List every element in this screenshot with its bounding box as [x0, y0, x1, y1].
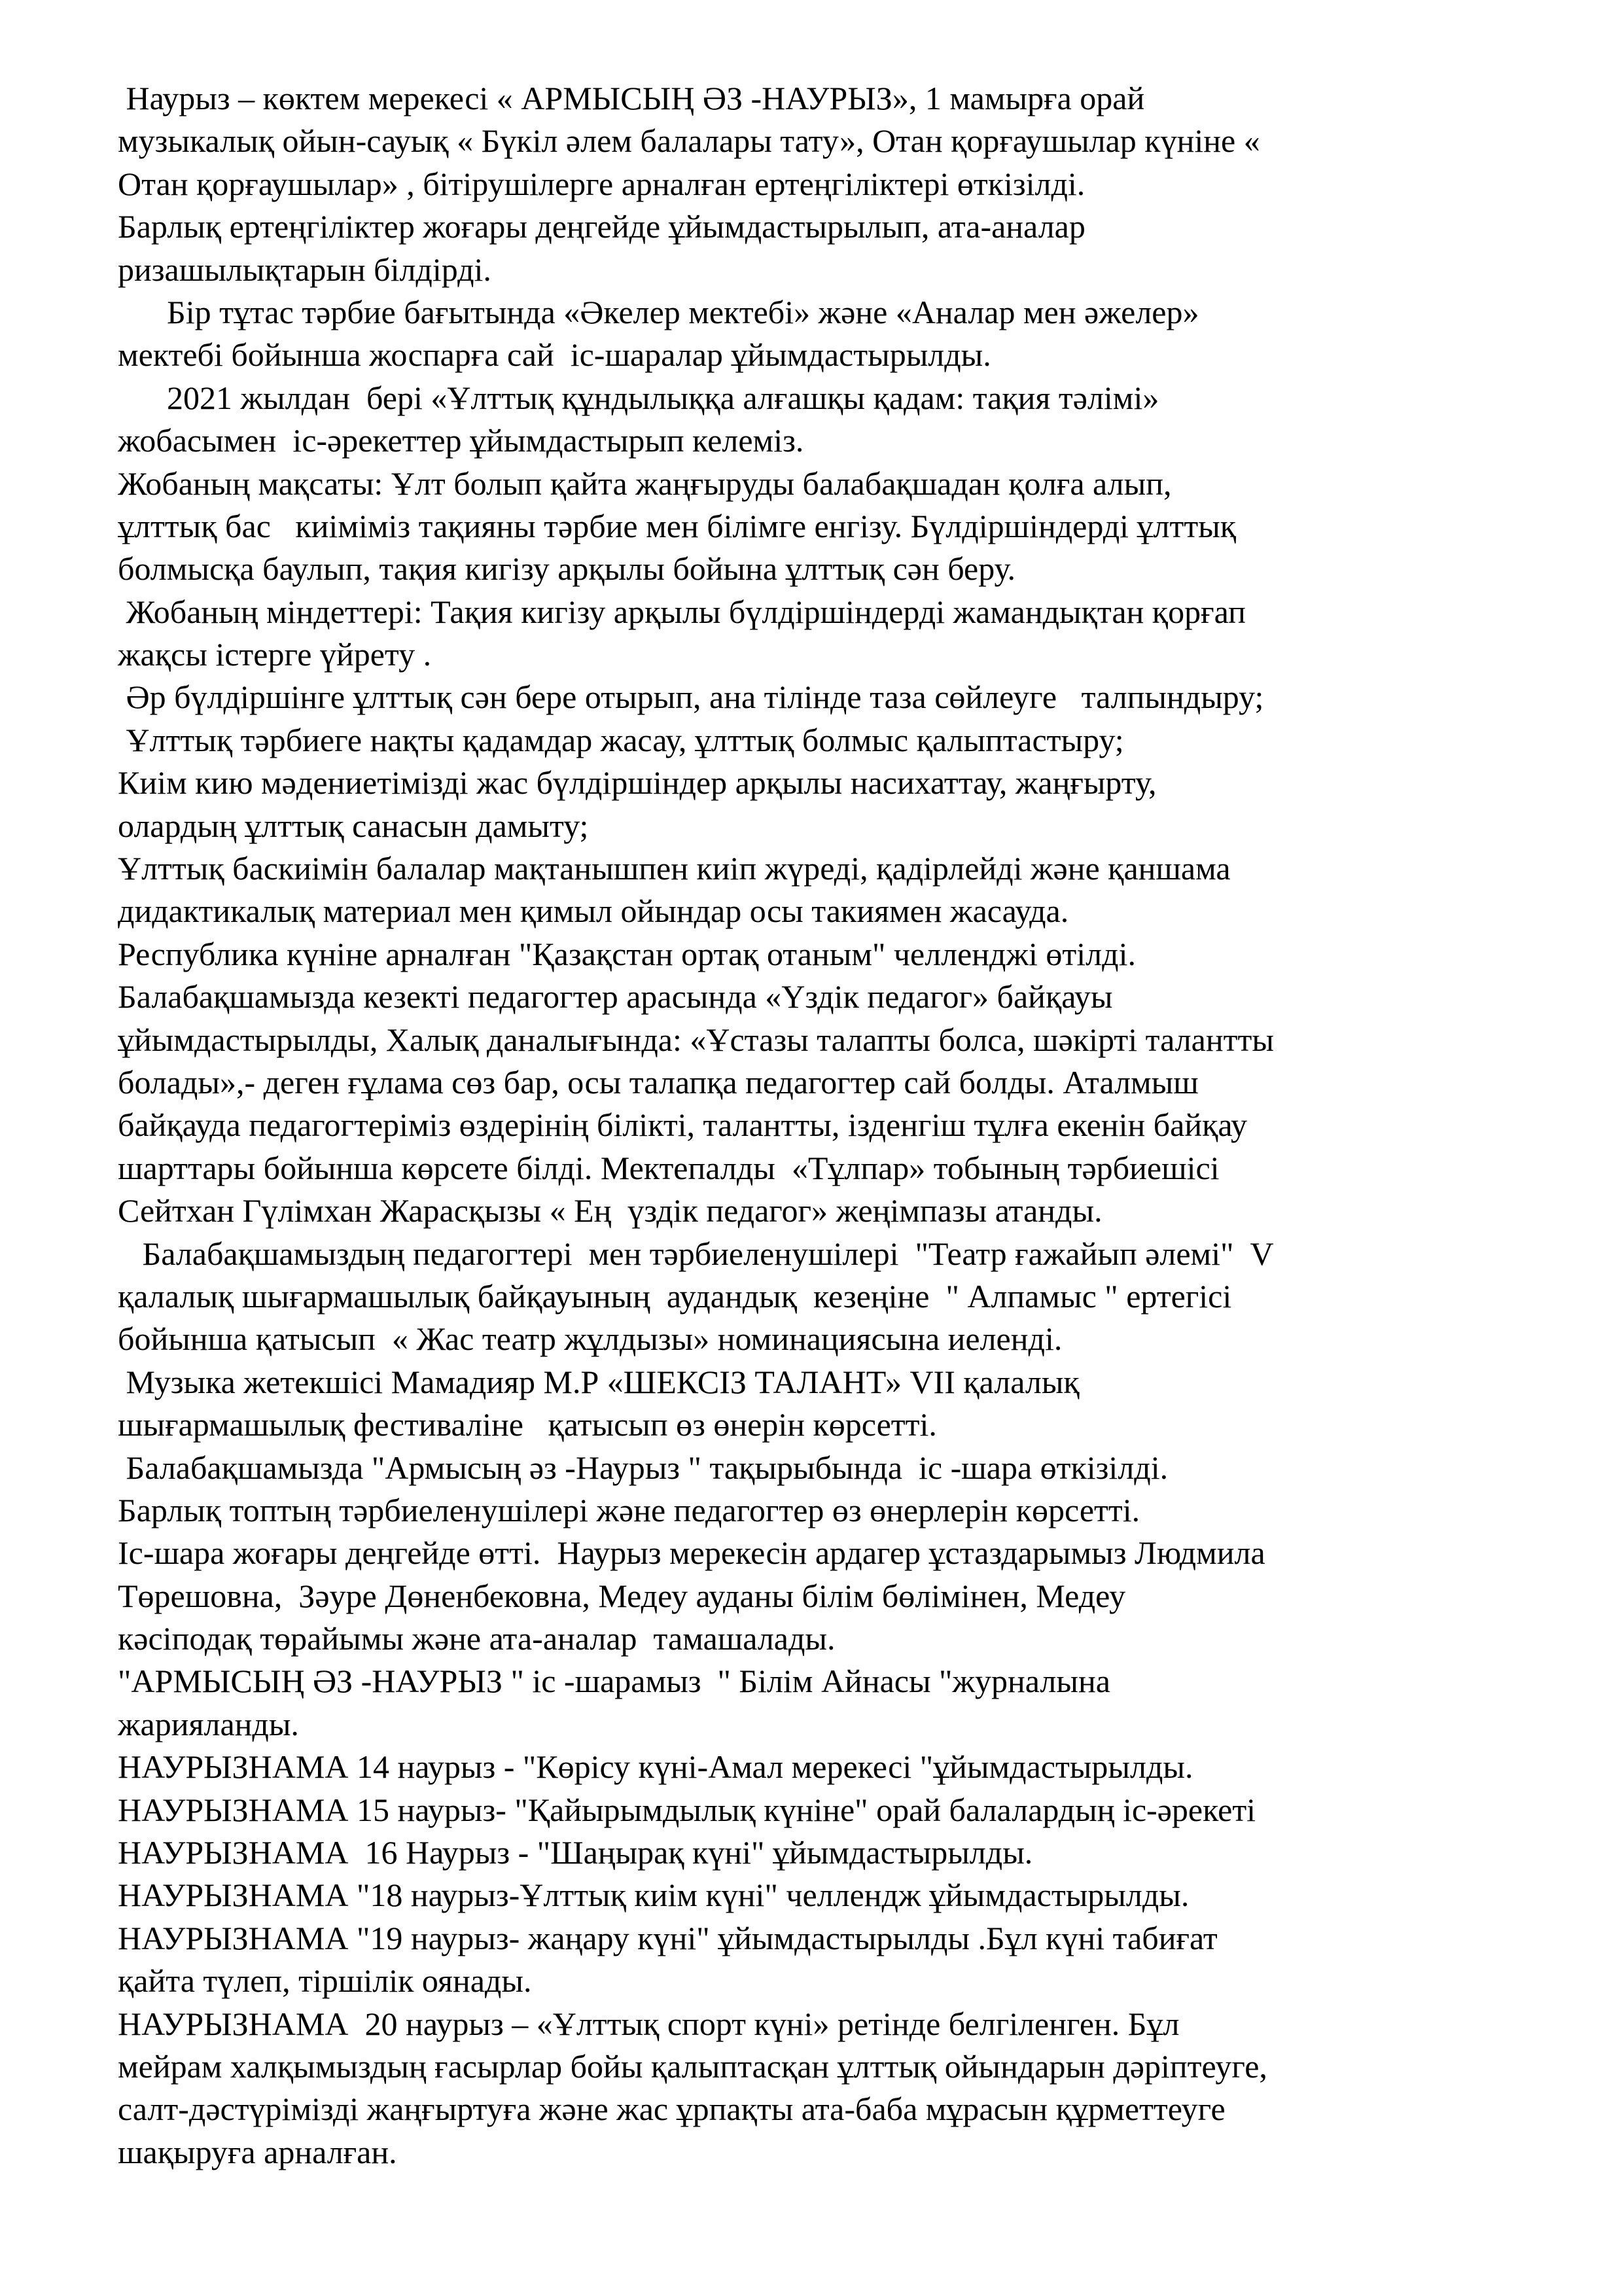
text-line: Сейтхан Гүлімхан Жарасқызы « Ең үздік педагог» жеңімпазы атанды. [118, 1192, 1103, 1229]
text-line: музыкалық ойын-сауық « Бүкіл әлем балалары тату», Отан қорғаушылар күніне « [118, 122, 1260, 160]
text-line: Жобаның мақсаты: Ұлт болып қайта жаңғыруды балабақшадан қолға алып, [118, 465, 1172, 502]
text-line: Музыка жетекшісі Мамадияр М.Р «ШЕКСІЗ ТАЛАНТ» VII қалалық [118, 1363, 1080, 1400]
text-line: Ұлттық баскиімін балалар мақтанышпен киіп жүреді, қадірлейді және қаншама [118, 850, 1231, 887]
text-line: олардың ұлттық санасын дамыту; [118, 807, 589, 844]
text-line: шақыруға арналған. [118, 2133, 397, 2170]
text-line: 2021 жылдан бері «Ұлттық құндылыққа алғашқы қадам: тақия тәлімі» [118, 379, 1159, 416]
text-line: Ұлттық тәрбиеге нақты қадамдар жасау, ұлттық болмыс қалыптастыру; [118, 721, 1124, 758]
text-line: болмысқа баулып, тақия кигізу арқылы бойына ұлттық сән беру. [118, 550, 1016, 588]
text-line: қалалық шығармашылық байқауының аудандық кезеңіне " Алпамыс " ертегісі [118, 1277, 1232, 1315]
text-line: НАУРЫЗНАМА 20 наурыз – «Ұлттық спорт күні» ретінде белгіленген. Бұл [118, 2005, 1180, 2042]
text-line: байқауда педагогтеріміз өздерінің білікті, талантты, ізденгіш тұлға екенін байқау [118, 1106, 1248, 1144]
text-line: Іс-шара жоғары деңгейде өтті. Наурыз мерекесін ардагер ұстаздарымыз Людмила [118, 1534, 1265, 1572]
text-line: Төрешовна, Зәуре Дөненбековна, Медеу ауданы білім бөлімінен, Медеу [118, 1577, 1126, 1614]
text-line: Наурыз – көктем мерекесі « АРМЫСЫҢ ӘЗ -НАУРЫЗ», 1 мамырға орай [118, 80, 1145, 116]
text-line: Барлық ертеңгіліктер жоғары деңгейде ұйымдастырылып, ата-аналар [118, 208, 1086, 245]
text-line: Республика күніне арналған "Қазақстан ортақ отаным" челленджі өтілді. [118, 935, 1136, 972]
text-line: НАУРЫЗНАМА 16 Наурыз - "Шаңырақ күні" ұйымдастырылды. [118, 1834, 1033, 1871]
text-line: ұлттық бас киіміміз тақияны тәрбие мен білімге енгізу. Бүлдіршіндерді ұлттық [118, 507, 1237, 544]
text-line: Жобаның міндеттері: Тақия кигізу арқылы бүлдіршіндерді жамандықтан қорғап [118, 593, 1246, 630]
text-line: Балабақшамызда "Армысың әз -Наурыз " тақырыбында іс -шара өткізілді. [118, 1449, 1169, 1486]
text-line: мейрам халқымыздың ғасырлар бойы қалыптасқан ұлттық ойындарын дәріптеуге, [118, 2047, 1267, 2085]
text-line: НАУРЫЗНАМА "18 наурыз-Ұлттық киім күні" челлендж ұйымдастырылды. [118, 1877, 1190, 1914]
text-line: ризашылықтарын білдірді. [118, 251, 491, 288]
text-line: жарияланды. [118, 1705, 299, 1742]
text-line: Отан қорғаушылар» , бітірушілерге арналған ертеңгіліктері өткізілді. [118, 165, 1086, 202]
text-line: Бір тұтас тәрбие бағытында «Әкелер мектебі» және «Аналар мен әжелер» [118, 293, 1199, 330]
text-line: дидактикалық материал мен қимыл ойындар осы такиямен жасауда. [118, 892, 1069, 930]
text-line: болады»,- деген ғұлама сөз бар, осы талапқа педагогтер сай болды. Аталмыш [118, 1063, 1199, 1101]
text-line: кәсіподақ төрайымы және ата-аналар тамашалады. [118, 1620, 836, 1657]
text-line: Киім кию мәдениетімізді жас бүлдіршіндер арқылы насихаттау, жаңғырту, [118, 764, 1157, 802]
text-line: жобасымен іс-әрекеттер ұйымдастырып келеміз. [118, 422, 804, 459]
text-line: Балабақшамызда кезекті педагогтер арасында «Үздік педагог» байқауы [118, 978, 1113, 1016]
text-line: салт-дәстүрімізді жаңғыртуға және жас ұрпақты ата-баба мұрасын құрметтеуге [118, 2091, 1226, 2128]
text-line: НАУРЫЗНАМА "19 наурыз- жаңару күні" ұйымдастырылды .Бұл күні табиғат [118, 1919, 1218, 1956]
text-line: бойынша қатысып « Жас театр жұлдызы» номинациясына иеленді. [118, 1320, 1063, 1358]
text-line: шарттары бойынша көрсете білді. Мектепалды «Тұлпар» тобының тәрбиешісі [118, 1149, 1220, 1186]
text-line: қайта түлеп, тіршілік оянады. [118, 1962, 532, 2000]
text-line: НАУРЫЗНАМА 14 наурыз - "Көрісу күні-Амал мерекесі "ұйымдастырылды. [118, 1748, 1193, 1786]
text-line: Әр бүлдіршінге ұлттық сән бере отырып, ана тілінде таза сөйлеуге талпындыру; [118, 679, 1264, 716]
text-line: ұйымдастырылды, Халық даналығында: «Ұстазы талапты болса, шәкірті талантты [118, 1021, 1274, 1058]
text-line: жақсы істерге үйрету . [118, 636, 432, 673]
text-line: мектебі бойынша жоспарға сай іс-шаралар ұйымдастырылды. [118, 336, 991, 374]
text-line: шығармашылық фестиваліне қатысып өз өнерін көрсетті. [118, 1406, 937, 1443]
document-text [118, 77, 1511, 2174]
text-line: "АРМЫСЫҢ ӘЗ -НАУРЫЗ " іс -шарамыз " Білім Айнасы "журналына [118, 1663, 1110, 1700]
text-line: Барлық топтың тәрбиеленушілері және педагогтер өз өнерлерін көрсетті. [118, 1491, 1140, 1528]
text-line: Балабақшамыздың педагогтері мен тәрбиеленушілері "Театр ғажайып әлемі" V [118, 1235, 1274, 1272]
text-line: НАУРЫЗНАМА 15 наурыз- "Қайырымдылық күніне" орай балалардың іс-әрекеті [118, 1791, 1256, 1828]
